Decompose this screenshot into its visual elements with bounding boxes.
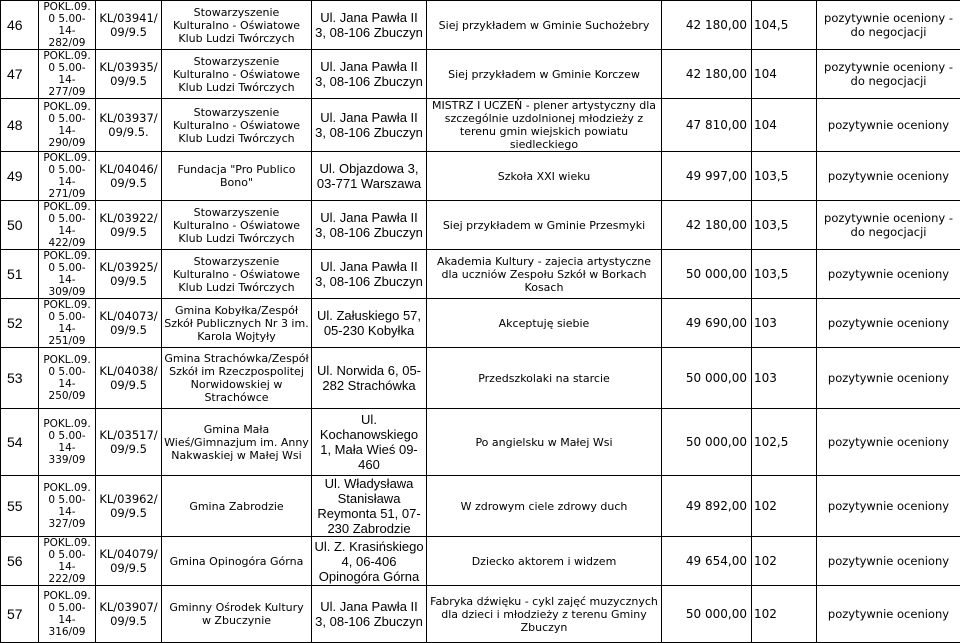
row-number: 48 bbox=[1, 99, 39, 152]
application-signature: POKL.09.0 5.00-14-316/09 bbox=[39, 586, 96, 643]
application-signature: POKL.09.0 5.00-14-309/09 bbox=[39, 250, 96, 299]
row-number: 52 bbox=[1, 299, 39, 348]
score-value: 103,5 bbox=[752, 152, 817, 201]
applicant-name: Gmina Opinogóra Górna bbox=[162, 537, 312, 586]
table-row bbox=[1, 409, 960, 476]
table-row bbox=[1, 299, 960, 348]
amount-value: 49 997,00 bbox=[662, 152, 752, 201]
project-title: MISTRZ I UCZEŃ - plener artystyczny dla szczególnie uzdolnionej młodzieży z terenu gmin wiejskich powiatu siedleckiego bbox=[427, 99, 662, 152]
amount-value: 42 180,00 bbox=[662, 1, 752, 50]
table-row bbox=[1, 537, 960, 586]
applicant-name: Stowarzyszenie Kulturalno - Oświatowe Klub Ludzi Twórczych bbox=[162, 1, 312, 50]
row-number: 51 bbox=[1, 250, 39, 299]
table-row bbox=[1, 50, 960, 99]
applicant-name: Fundacja "Pro Publico Bono" bbox=[162, 152, 312, 201]
amount-value: 47 810,00 bbox=[662, 99, 752, 152]
project-title: Po angielsku w Małej Wsi bbox=[427, 409, 662, 476]
evaluation-status: pozytywnie oceniony - do negocjacji bbox=[817, 1, 960, 50]
project-title: W zdrowym ciele zdrowy duch bbox=[427, 476, 662, 537]
project-title: Siej przykładem w Gminie Suchożebry bbox=[427, 1, 662, 50]
application-signature: POKL.09.0 5.00-14-290/09 bbox=[39, 99, 96, 152]
applicant-address: Ul. Kochanowskiego 1, Mała Wieś 09-460 bbox=[312, 409, 427, 476]
score-value: 104 bbox=[752, 50, 817, 99]
application-code: KL/03937/ 09/9.5. bbox=[96, 99, 162, 152]
applicant-address: Ul. Z. Krasińskiego 4, 06-406 Opinogóra Górna bbox=[312, 537, 427, 586]
project-title: Szkoła XXI wieku bbox=[427, 152, 662, 201]
applicant-name: Gmina Kobyłka/Zespół Szkół Publicznych Nr 3 im. Karola Wojtyły bbox=[162, 299, 312, 348]
application-code: KL/03935/ 09/9.5 bbox=[96, 50, 162, 99]
applicant-address: Ul. Władysława Stanisława Reymonta 51, 07-230 Zabrodzie bbox=[312, 476, 427, 537]
evaluation-status: pozytywnie oceniony - do negocjacji bbox=[817, 201, 960, 250]
table-row bbox=[1, 586, 960, 643]
project-title: Akademia Kultury - zajecia artystyczne dla uczniów Zespołu Szkół w Borkach Kosach bbox=[427, 250, 662, 299]
table-row bbox=[1, 99, 960, 152]
applicant-address: Ul. Załuskiego 57, 05-230 Kobyłka bbox=[312, 299, 427, 348]
row-number: 54 bbox=[1, 409, 39, 476]
application-signature: POKL.09.0 5.00-14-339/09 bbox=[39, 409, 96, 476]
applicant-name: Gmina Mała Wieś/Gimnazjum im. Anny Nakwaskiej w Małej Wsi bbox=[162, 409, 312, 476]
applicant-name: Stowarzyszenie Kulturalno - Oświatowe Klub Ludzi Twórczych bbox=[162, 99, 312, 152]
application-code: KL/03925/ 09/9.5 bbox=[96, 250, 162, 299]
evaluation-status: pozytywnie oceniony - do negocjacji bbox=[817, 50, 960, 99]
row-number: 46 bbox=[1, 1, 39, 50]
evaluation-status: pozytywnie oceniony bbox=[817, 250, 960, 299]
score-value: 103 bbox=[752, 299, 817, 348]
evaluation-status: pozytywnie oceniony bbox=[817, 409, 960, 476]
score-value: 102 bbox=[752, 586, 817, 643]
score-value: 102 bbox=[752, 537, 817, 586]
application-code: KL/03517/ 09/9.5 bbox=[96, 409, 162, 476]
project-title: Siej przykładem w Gminie Korczew bbox=[427, 50, 662, 99]
score-value: 102 bbox=[752, 476, 817, 537]
score-value: 102,5 bbox=[752, 409, 817, 476]
table-row bbox=[1, 1, 960, 50]
applicant-address: Ul. Jana Pawła II 3, 08-106 Zbuczyn bbox=[312, 201, 427, 250]
application-code: KL/04038/ 09/9.5 bbox=[96, 348, 162, 409]
applicant-address: Ul. Objazdowa 3, 03-771 Warszawa bbox=[312, 152, 427, 201]
row-number: 55 bbox=[1, 476, 39, 537]
amount-value: 49 892,00 bbox=[662, 476, 752, 537]
applicant-address: Ul. Jana Pawła II 3, 08-106 Zbuczyn bbox=[312, 1, 427, 50]
application-code: KL/03922/ 09/9.5 bbox=[96, 201, 162, 250]
application-signature: POKL.09.0 5.00-14-277/09 bbox=[39, 50, 96, 99]
table-row bbox=[1, 476, 960, 537]
applicant-address: Ul. Jana Pawła II 3, 08-106 Zbuczyn bbox=[312, 50, 427, 99]
score-value: 103,5 bbox=[752, 250, 817, 299]
amount-value: 49 654,00 bbox=[662, 537, 752, 586]
row-number: 50 bbox=[1, 201, 39, 250]
table-row bbox=[1, 152, 960, 201]
amount-value: 49 690,00 bbox=[662, 299, 752, 348]
application-signature: POKL.09.0 5.00-14-250/09 bbox=[39, 348, 96, 409]
application-signature: POKL.09.0 5.00-14-251/09 bbox=[39, 299, 96, 348]
project-title: Siej przykładem w Gminie Przesmyki bbox=[427, 201, 662, 250]
score-value: 104,5 bbox=[752, 1, 817, 50]
table-row bbox=[1, 250, 960, 299]
evaluation-status: pozytywnie oceniony bbox=[817, 537, 960, 586]
applicant-name: Stowarzyszenie Kulturalno - Oświatowe Klub Ludzi Twórczych bbox=[162, 250, 312, 299]
applicant-name: Stowarzyszenie Kulturalno - Oświatowe Klub Ludzi Twórczych bbox=[162, 201, 312, 250]
application-signature: POKL.09.0 5.00-14-422/09 bbox=[39, 201, 96, 250]
evaluation-status: pozytywnie oceniony bbox=[817, 476, 960, 537]
evaluation-status: pozytywnie oceniony bbox=[817, 586, 960, 643]
row-number: 53 bbox=[1, 348, 39, 409]
applicant-address: Ul. Jana Pawła II 3, 08-106 Zbuczyn bbox=[312, 99, 427, 152]
row-number: 57 bbox=[1, 586, 39, 643]
applicant-address: Ul. Jana Pawła II 3, 08-106 Zbuczyn bbox=[312, 586, 427, 643]
application-code: KL/03907/ 09/9.5 bbox=[96, 586, 162, 643]
application-code: KL/03962/ 09/9.5 bbox=[96, 476, 162, 537]
project-title: Przedszkolaki na starcie bbox=[427, 348, 662, 409]
applicant-name: Gminny Ośrodek Kultury w Zbuczynie bbox=[162, 586, 312, 643]
applicant-address: Ul. Jana Pawła II 3, 08-106 Zbuczyn bbox=[312, 250, 427, 299]
project-title: Dziecko aktorem i widzem bbox=[427, 537, 662, 586]
applicant-name: Gmina Strachówka/Zespół Szkół im Rzeczpospolitej Norwidowskiej w Strachówce bbox=[162, 348, 312, 409]
table-row bbox=[1, 201, 960, 250]
evaluation-status: pozytywnie oceniony bbox=[817, 299, 960, 348]
applicant-name: Stowarzyszenie Kulturalno - Oświatowe Klub Ludzi Twórczych bbox=[162, 50, 312, 99]
table-row bbox=[1, 348, 960, 409]
applicant-name: Gmina Zabrodzie bbox=[162, 476, 312, 537]
application-code: KL/04073/ 09/9.5 bbox=[96, 299, 162, 348]
application-signature: POKL.09.0 5.00-14-327/09 bbox=[39, 476, 96, 537]
row-number: 56 bbox=[1, 537, 39, 586]
project-title: Fabryka dźwięku - cykl zajęć muzycznych dla dzieci i młodzieży z terenu Gminy Zbuczyn bbox=[427, 586, 662, 643]
evaluation-status: pozytywnie oceniony bbox=[817, 348, 960, 409]
row-number: 47 bbox=[1, 50, 39, 99]
score-value: 103 bbox=[752, 348, 817, 409]
row-number: 49 bbox=[1, 152, 39, 201]
application-signature: POKL.09.0 5.00-14-282/09 bbox=[39, 1, 96, 50]
score-value: 104 bbox=[752, 99, 817, 152]
evaluation-status: pozytywnie oceniony bbox=[817, 99, 960, 152]
score-value: 103,5 bbox=[752, 201, 817, 250]
amount-value: 50 000,00 bbox=[662, 409, 752, 476]
amount-value: 50 000,00 bbox=[662, 348, 752, 409]
project-title: Akceptuję siebie bbox=[427, 299, 662, 348]
application-code: KL/04046/ 09/9.5 bbox=[96, 152, 162, 201]
application-signature: POKL.09.0 5.00-14-222/09 bbox=[39, 537, 96, 586]
amount-value: 42 180,00 bbox=[662, 201, 752, 250]
application-signature: POKL.09.0 5.00-14-271/09 bbox=[39, 152, 96, 201]
amount-value: 50 000,00 bbox=[662, 586, 752, 643]
applicant-address: Ul. Norwida 6, 05-282 Strachówka bbox=[312, 348, 427, 409]
application-code: KL/04079/ 09/9.5 bbox=[96, 537, 162, 586]
amount-value: 42 180,00 bbox=[662, 50, 752, 99]
application-code: KL/03941/ 09/9.5 bbox=[96, 1, 162, 50]
amount-value: 50 000,00 bbox=[662, 250, 752, 299]
evaluation-status: pozytywnie oceniony bbox=[817, 152, 960, 201]
